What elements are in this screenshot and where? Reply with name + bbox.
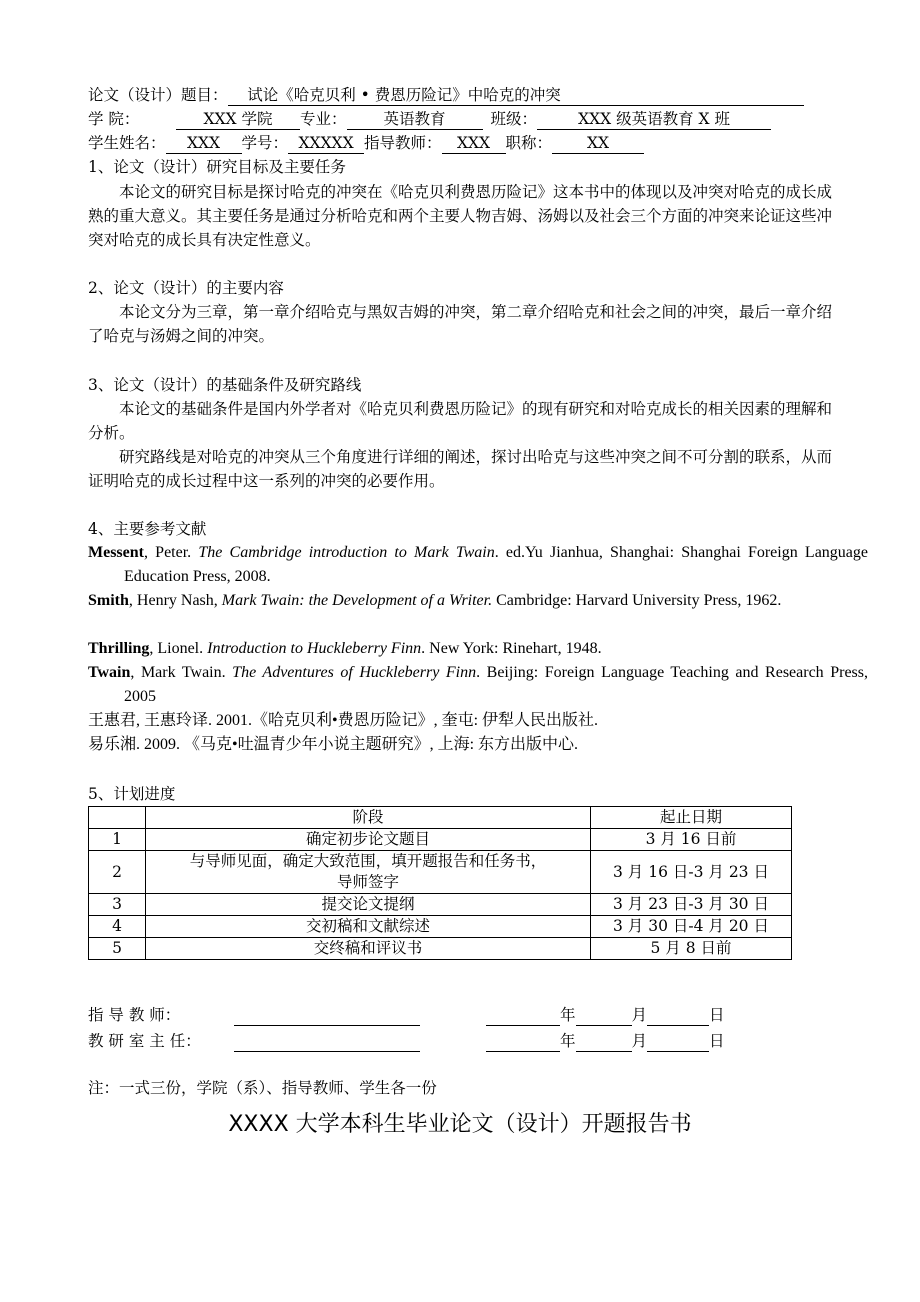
advisor-year-field	[486, 1006, 560, 1026]
college-value: XXX 学院	[176, 110, 300, 130]
table-cell-no: 3	[89, 894, 146, 916]
table-header-cell	[89, 807, 146, 829]
advisor-month-field	[576, 1006, 632, 1026]
month-label: 月	[631, 1006, 648, 1024]
id-value: XXXXX	[288, 134, 364, 154]
reference-title: The Cambridge introduction to Mark Twain	[198, 544, 495, 561]
advisor-value: XXX	[442, 134, 506, 154]
reference-item	[88, 661, 868, 709]
reference-item	[88, 637, 868, 661]
table-header-cell: 阶段	[146, 807, 591, 829]
director-signature-line	[88, 1028, 725, 1054]
title-label: 论文（设计）题目：	[88, 86, 228, 104]
reference-title: Mark Twain: the Development of a Writer.	[221, 592, 493, 609]
student-label: 学生姓名：	[88, 134, 166, 152]
section-3-paragraph-1: 本论文的基础条件是国内外学者对《哈克贝利费恩历险记》的现有研究和对哈克成长的相关因素的理解和分析。	[88, 400, 833, 442]
advisor-signature-line	[88, 1002, 725, 1028]
reference-text: , Peter.	[143, 544, 199, 561]
reference-text: , Lionel.	[149, 640, 208, 657]
director-signature-label: 教 研 室 主 任：	[88, 1032, 201, 1050]
table-row	[89, 829, 792, 851]
table-cell-stage: 确定初步论文题目	[146, 829, 591, 851]
table-row	[89, 894, 792, 916]
section-2-paragraph: 本论文分为三章，第一章介绍哈克与黑奴吉姆的冲突，第二章介绍哈克和社会之间的冲突，最后一章介绍了哈克与汤姆之间的冲突。	[88, 303, 833, 345]
table-cell-stage: 交终稿和评议书	[146, 938, 591, 960]
major-label: 专业：	[300, 110, 347, 128]
section-3-paragraph-2: 研究路线是对哈克的冲突从三个角度进行详细的阐述，探讨出哈克与这些冲突之间不可分割的联系，从而证明哈克的成长过程中这一系列的冲突的必要作用。	[88, 448, 833, 490]
rank-label: 职称：	[505, 134, 553, 152]
table-cell-date: 3 月 16 日-3 月 23 日	[591, 851, 792, 894]
college-label: 学 院：	[88, 110, 140, 128]
reference-text: . ed.Yu Jianhua, Shanghai: Shanghai Foreign Language Education Press, 2008.	[124, 544, 868, 585]
table-cell-no: 2	[89, 851, 146, 894]
distribution-note: 注：一式三份，学院（系）、指导教师、学生各一份	[88, 1079, 437, 1097]
year-label: 年	[560, 1032, 576, 1050]
title-field	[228, 86, 804, 106]
reference-text: , Henry Nash,	[128, 592, 222, 609]
reference-text: . New York: Rinehart, 1948.	[421, 640, 602, 657]
report-title: XXXX 大学本科生毕业论文（设计）开题报告书	[228, 1112, 692, 1137]
reference-author: Thrilling	[88, 640, 150, 657]
reference-author: Messent	[88, 544, 144, 561]
reference-text: Cambridge: Harvard University Press, 1962.	[492, 592, 782, 609]
id-label: 学号：	[241, 134, 289, 152]
section-heading-4: 4、主要参考文献	[88, 520, 207, 538]
table-cell-no: 4	[89, 916, 146, 938]
table-cell-date: 3 月 23 日-3 月 30 日	[591, 894, 792, 916]
year-label: 年	[560, 1006, 576, 1024]
reference-author: Twain	[88, 664, 131, 681]
table-header-cell: 起止日期	[591, 807, 792, 829]
reference-author: Smith	[88, 592, 129, 609]
class-value: XXX 级英语教育 X 班	[537, 110, 771, 130]
table-cell-date: 5 月 8 日前	[591, 938, 792, 960]
day-label: 日	[709, 1006, 725, 1024]
reference-item	[88, 541, 868, 589]
director-signature-field	[234, 1032, 420, 1052]
table-cell-no: 5	[89, 938, 146, 960]
table-row	[89, 851, 792, 894]
director-day-field	[647, 1032, 709, 1052]
table-header-row	[89, 807, 792, 829]
director-year-field	[486, 1032, 560, 1052]
advisor-label: 指导教师：	[364, 134, 442, 152]
table-cell-date: 3 月 30 日-4 月 20 日	[591, 916, 792, 938]
reference-text: , Mark Twain.	[130, 664, 233, 681]
rank-value: XX	[552, 134, 644, 154]
college-line	[88, 108, 771, 130]
reference-item	[88, 589, 868, 613]
table-cell-stage: 与导师见面，确定大致范围，填开题报告和任务书，导师签字	[146, 851, 591, 894]
class-label: 班级：	[490, 110, 538, 128]
month-label: 月	[631, 1032, 648, 1050]
table-row	[89, 916, 792, 938]
title-value: 试论《哈克贝利 • 费恩历险记》中哈克的冲突	[247, 86, 561, 104]
section-heading-3: 3、论文（设计）的基础条件及研究路线	[88, 376, 362, 394]
reference-title: Introduction to Huckleberry Finn	[207, 640, 422, 657]
table-cell-no: 1	[89, 829, 146, 851]
student-value: XXX	[166, 134, 242, 154]
table-cell-stage: 交初稿和文献综述	[146, 916, 591, 938]
reference-title: The Adventures of Huckleberry Finn	[232, 664, 477, 681]
reference-item-chinese: 王惠君, 王惠玲译. 2001.《哈克贝利•费恩历险记》, 奎屯: 伊犁人民出版社.	[88, 712, 599, 729]
director-month-field	[576, 1032, 632, 1052]
table-row	[89, 938, 792, 960]
table-cell-date: 3 月 16 日前	[591, 829, 792, 851]
section-heading-5: 5、计划进度	[88, 785, 176, 803]
table-cell-stage: 提交论文提纲	[146, 894, 591, 916]
reference-item-chinese: 易乐湘. 2009. 《马克•吐温青少年小说主题研究》, 上海: 东方出版中心.	[88, 736, 579, 753]
advisor-day-field	[647, 1006, 709, 1026]
advisor-signature-field	[234, 1006, 420, 1026]
plan-table	[88, 806, 792, 960]
section-1-paragraph: 本论文的研究目标是探讨哈克的冲突在《哈克贝利费恩历险记》这本书中的体现以及冲突对哈克的成长成熟的重大意义。其主要任务是通过分析哈克和两个主要人物吉姆、汤姆以及社会三个方面的冲突来论证这些冲突对哈克的成长具有决定性意义。	[88, 183, 833, 249]
reference-text: . Beijing: Foreign Language Teaching and Research Press, 2005	[124, 664, 869, 705]
section-heading-1: 1、论文（设计）研究目标及主要任务	[88, 158, 346, 176]
title-line	[88, 84, 804, 106]
advisor-signature-label: 指 导 教 师：	[88, 1006, 181, 1024]
section-heading-2: 2、论文（设计）的主要内容	[88, 279, 284, 297]
major-value: 英语教育	[347, 110, 483, 130]
day-label: 日	[709, 1032, 725, 1050]
student-line	[88, 132, 644, 154]
